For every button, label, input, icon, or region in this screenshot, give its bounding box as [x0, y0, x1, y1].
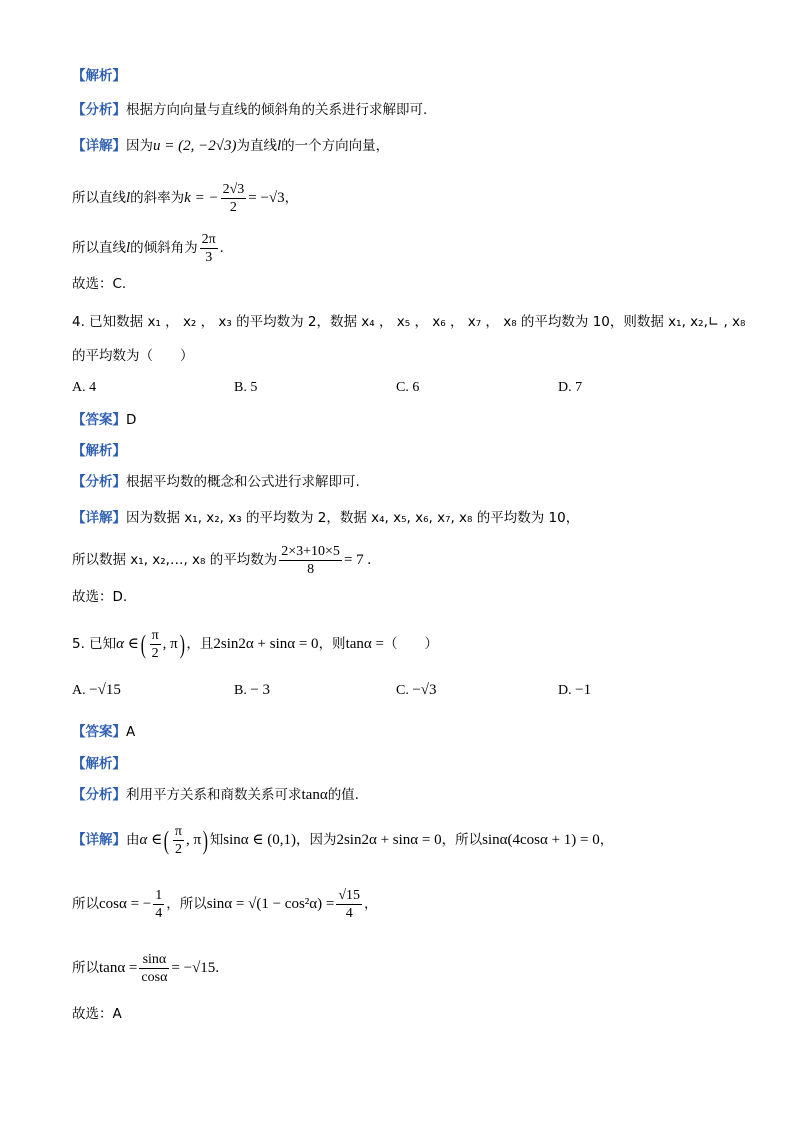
- q5-text: 知: [209, 832, 224, 848]
- left-paren-icon: (: [140, 629, 146, 659]
- q5-fenxi-text: 的值.: [327, 787, 359, 803]
- fraction-denominator: 2: [229, 200, 237, 216]
- q4-fenxi-text: 根据平均数的概念和公式进行求解即可.: [126, 474, 360, 490]
- q5-text: ，: [599, 832, 614, 848]
- q4-xiangjie-tag: 【详解】: [72, 510, 126, 526]
- q3-text: .: [219, 240, 224, 256]
- q4-xiangjie-line1: [72, 508, 579, 529]
- q5-cos-value: cosα = −: [99, 896, 152, 912]
- q5-pi-half-fraction: [150, 627, 161, 662]
- q5-option-b-value: − 3: [250, 682, 271, 698]
- q4-stem-line2: 的平均数为（ ）: [72, 348, 194, 364]
- q3-text: 所以直线: [72, 240, 126, 256]
- q5-stem-line: [72, 622, 438, 667]
- q3-text: 的斜率为: [130, 190, 185, 206]
- q5-quarter-fraction: [153, 887, 164, 922]
- q5-sin-range: sinα ∈ (0,1): [223, 832, 296, 848]
- fraction-denominator: 3: [205, 250, 213, 266]
- q3-fenxi-text: 根据方向向量与直线的倾斜角的关系进行求解即可.: [126, 102, 428, 118]
- q5-text: ，所以: [441, 832, 483, 848]
- q3-text: 的倾斜角为: [130, 240, 198, 256]
- q5-equation: 2sin2α + sinα = 0: [213, 636, 319, 652]
- q3-line-symbol: l: [276, 138, 282, 154]
- left-paren-icon: (: [163, 825, 170, 855]
- fraction-numerator: 2√3: [222, 182, 245, 198]
- q3-xiangjie-tag: 【详解】: [72, 138, 126, 154]
- q5-xiangjie-line1: [72, 818, 613, 863]
- q5-tan-alpha: tanα =: [345, 636, 384, 652]
- q5-fenxi-tag: 【分析】: [72, 787, 126, 803]
- q5-fenxi-text: 利用平方关系和商数关系可求: [126, 787, 302, 803]
- q5-daan-line: [72, 722, 135, 743]
- q3-angle-fraction: [200, 231, 218, 266]
- q5-text: （ ）: [383, 636, 438, 652]
- q5-option-d-label: D.: [558, 683, 572, 698]
- q5-daan-value: A: [126, 724, 136, 740]
- right-paren-icon: ): [179, 629, 185, 659]
- q3-text: 因为: [126, 138, 153, 154]
- q4-stem-line1: 4. 已知数据 x₁ ， x₂ ， x₃ 的平均数为 2，数据 x₄ ， x₅ ， x₆ ， x₇ ， x₈ 的平均数为 10，则数据 x₁, x₂,∟ , x₈: [72, 314, 746, 330]
- q4-option-a: A. 4: [72, 380, 97, 395]
- q5-pi-half-fraction: [173, 823, 184, 858]
- q5-text: 所以: [72, 960, 99, 976]
- q5-xiangjie-line2: [72, 882, 378, 927]
- q5-option-b: [234, 682, 270, 699]
- q5-xiangjie-line3: [72, 946, 219, 991]
- q4-average-fraction: [279, 543, 342, 578]
- q4-option-c: C. 6: [396, 380, 420, 395]
- q5-factored-equation: sinα(4cosα + 1) = 0: [482, 832, 600, 848]
- q5-tan-result: = −√15: [171, 960, 216, 976]
- q5-option-a-label: A.: [72, 683, 86, 698]
- q4-jiexi-tag: 【解析】: [72, 443, 126, 459]
- fraction-denominator: 2: [151, 646, 159, 662]
- q5-text: 所以: [72, 896, 99, 912]
- q4-fenxi-line: [72, 472, 360, 493]
- q5-fenxi-tan: tanα: [301, 787, 328, 803]
- q5-text: ，因为: [295, 832, 337, 848]
- q5-text: 由: [126, 832, 140, 848]
- q3-xiangjie-line1: [72, 136, 389, 157]
- q4-answer-line: 故选：D.: [72, 589, 128, 605]
- q3-slope-result: = −√3: [248, 190, 285, 206]
- q5-daan-tag: 【答案】: [72, 724, 126, 740]
- q4-xiangjie-text: 因为数据 x₁, x₂, x₃ 的平均数为 2，数据 x₄, x₅, x₆, x₇, x₈ 的平均数为 10，: [126, 510, 580, 526]
- q5-option-a: [72, 682, 121, 699]
- q3-xiangjie-line2: [72, 178, 298, 219]
- q5-text: ，且: [186, 636, 214, 652]
- fraction-numerator: 2×3+10×5: [281, 544, 340, 560]
- q5-option-c: [396, 682, 437, 699]
- q5-option-c-label: C.: [396, 683, 409, 698]
- q3-text: 的一个方向向量，: [281, 138, 390, 154]
- q5-equation: 2sin2α + sinα = 0: [336, 832, 442, 848]
- q4-option-b: B. 5: [234, 380, 258, 395]
- q5-option-d: [558, 682, 591, 699]
- q4-option-d: D. 7: [558, 380, 583, 395]
- q5-sin-over-cos-fraction: [139, 951, 169, 986]
- q3-line-symbol: l: [126, 240, 131, 256]
- q5-option-c-value: −√3: [412, 682, 437, 698]
- fraction-numerator: 1: [155, 888, 163, 904]
- fraction-numerator: sinα: [139, 951, 169, 969]
- fraction-denominator: 2: [174, 842, 182, 858]
- q3-slope-k: k = −: [184, 190, 219, 206]
- q5-jiexi-tag: 【解析】: [72, 756, 126, 772]
- q5-tan-alpha: tanα =: [99, 960, 138, 976]
- q5-option-d-value: −1: [575, 682, 592, 698]
- q4-fenxi-tag: 【分析】: [72, 474, 126, 490]
- fraction-denominator: 4: [155, 906, 163, 922]
- q3-slope-fraction: [221, 181, 247, 216]
- q5-option-b-label: B.: [234, 683, 247, 698]
- q4-daan-tag: 【答案】: [72, 412, 126, 428]
- fraction-numerator: √15: [338, 888, 361, 904]
- q4-xiangjie-line2: [72, 540, 371, 581]
- q5-text: 5. 已知: [72, 636, 117, 652]
- right-paren-icon: ): [202, 825, 208, 855]
- q5-sqrt15-fraction: [336, 887, 362, 922]
- q3-fenxi-tag: 【分析】: [72, 102, 126, 118]
- q5-alpha-in: α ∈: [139, 832, 163, 848]
- q5-text: .: [215, 960, 220, 976]
- q5-pi: , π: [185, 832, 202, 848]
- q5-text: ，所以: [166, 896, 207, 912]
- q3-text: 为直线: [236, 138, 277, 154]
- fraction-numerator: 2π: [201, 232, 216, 248]
- fraction-denominator: 4: [345, 906, 353, 922]
- q5-alpha-in: α ∈: [116, 636, 139, 652]
- q5-option-a-value: −√15: [89, 682, 121, 698]
- q5-text: ，: [364, 896, 378, 912]
- q4-daan-value: D: [126, 412, 137, 428]
- q3-line-symbol: l: [126, 190, 131, 206]
- q5-xiangjie-tag: 【详解】: [72, 832, 126, 848]
- q3-jiexi-tag: 【解析】: [72, 68, 126, 84]
- q3-direction-vector: u = (2, −2√3): [153, 138, 237, 154]
- q3-answer-line: 故选：C.: [72, 276, 127, 292]
- q4-average-result: = 7 .: [343, 552, 372, 568]
- q5-text: ，则: [318, 636, 346, 652]
- fraction-numerator: π: [174, 824, 182, 840]
- q3-text: 所以直线: [72, 190, 126, 206]
- fraction-denominator: 8: [307, 562, 315, 578]
- q5-sin-value: sinα = √(1 − cos²α) =: [206, 896, 335, 912]
- q5-answer-line: 故选：A: [72, 1006, 122, 1022]
- q3-text: ，: [284, 190, 299, 206]
- q4-daan-line: [72, 410, 136, 431]
- fraction-numerator: π: [151, 628, 159, 644]
- q3-fenxi-line: [72, 100, 427, 121]
- q4-text: 所以数据 x₁, x₂,…, x₈ 的平均数为: [72, 552, 278, 568]
- q5-fenxi-line: [72, 785, 359, 806]
- fraction-denominator: cosα: [141, 970, 168, 986]
- q3-xiangjie-line3: [72, 228, 224, 269]
- q5-pi: , π: [162, 636, 178, 652]
